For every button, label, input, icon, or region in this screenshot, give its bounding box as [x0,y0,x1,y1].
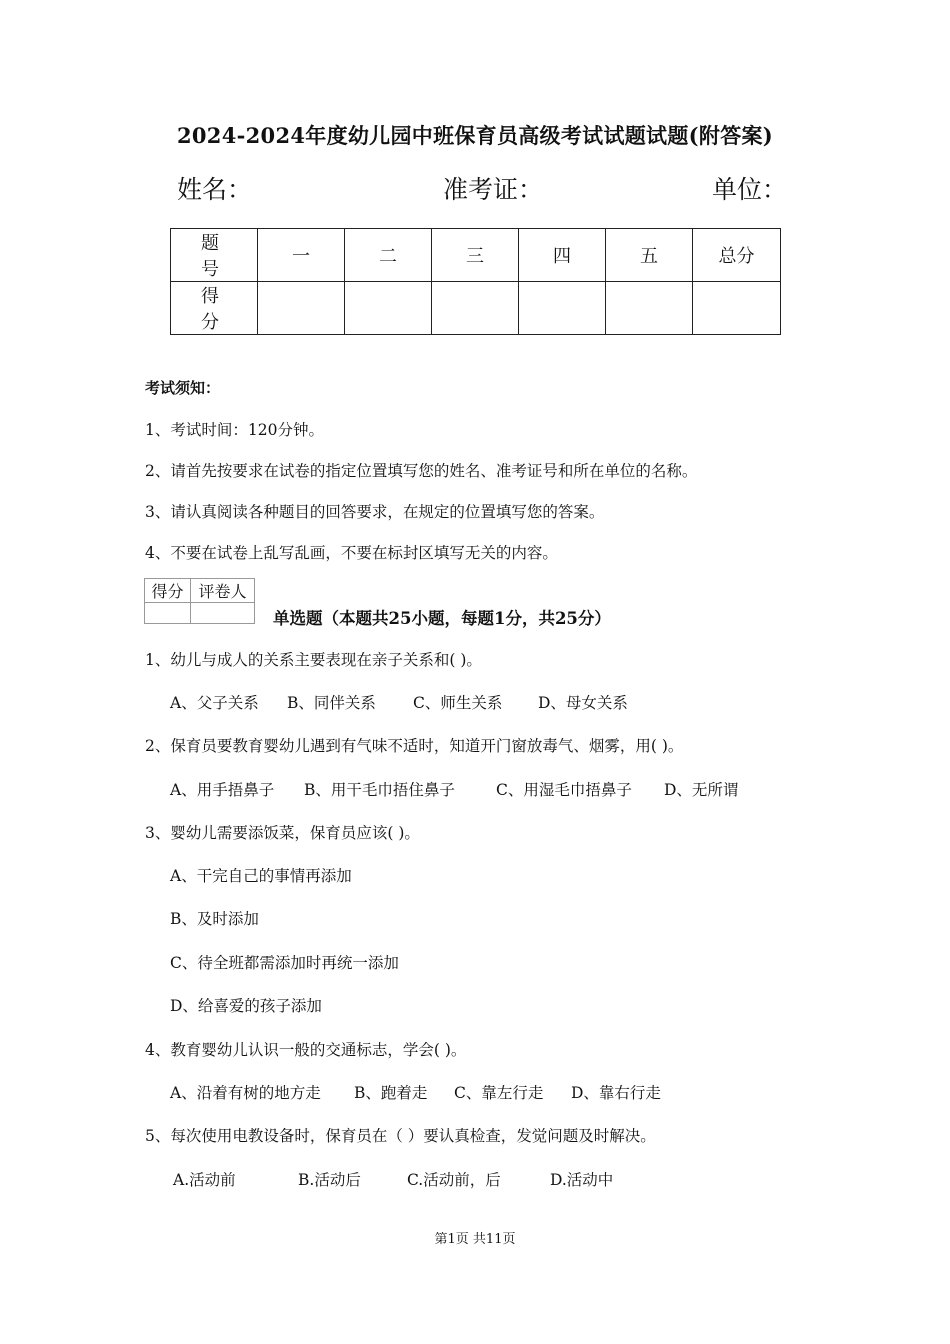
question-option: B、及时添加 [170,910,259,928]
notice-item: 3、请认真阅读各种题目的回答要求，在规定的位置填写您的答案。 [145,503,605,521]
question-option: A.活动前 [173,1171,236,1189]
question-option: B、跑着走 [354,1084,428,1102]
score-table-header-cell: 二 [345,229,432,282]
question-option: C、待全班都需添加时再统一添加 [170,954,399,972]
notice-item: 1、考试时间：120分钟。 [145,421,324,439]
question-option: D、给喜爱的孩子添加 [170,997,322,1015]
score-cell [606,282,693,335]
question-option: A、沿着有树的地方走 [170,1084,321,1102]
grader-score-label: 得分 [145,579,191,603]
question-option: C、用湿毛巾捂鼻子 [496,781,632,799]
question-stem: 5、每次使用电教设备时，保育员在（ ）要认真检查，发觉问题及时解决。 [145,1127,656,1145]
question-option: D、母女关系 [538,694,628,712]
page-footer: 第1页 共11页 [434,1232,516,1247]
question-option: D、无所谓 [664,781,739,799]
score-row-label: 得 分 [171,282,258,335]
question-option: C、靠左行走 [454,1084,544,1102]
score-table-header-cell: 题 号 [171,229,258,282]
question-option: A、父子关系 [170,694,259,712]
question-option: D、靠右行走 [571,1084,661,1102]
name-label: 姓名： [177,175,253,204]
grader-score-cell [145,603,191,624]
notice-item: 4、不要在试卷上乱写乱画，不要在标封区填写无关的内容。 [145,544,558,562]
question-option: C、师生关系 [413,694,503,712]
score-cell [693,282,781,335]
grader-name-cell [191,603,255,624]
question-option: B.活动后 [298,1171,361,1189]
question-stem: 2、保育员要教育婴幼儿遇到有气味不适时，知道开门窗放毒气、烟雾，用( )。 [145,737,684,755]
section-heading: 单选题（本题共25小题，每题1分，共25分） [273,609,611,628]
question-stem: 1、幼儿与成人的关系主要表现在亲子关系和( )。 [145,651,482,669]
grader-name-label: 评卷人 [191,579,255,603]
score-table-header-cell: 四 [519,229,606,282]
score-cell [519,282,606,335]
question-option: C.活动前，后 [407,1171,501,1189]
score-table-header-row [171,229,781,282]
question-option: A、用手捂鼻子 [170,781,275,799]
question-option: D.活动中 [550,1171,614,1189]
notice-heading: 考试须知： [145,379,221,397]
question-stem: 4、教育婴幼儿认识一般的交通标志，学会( )。 [145,1041,467,1059]
score-table-header-cell: 一 [258,229,345,282]
unit-label: 单位： [712,175,788,204]
question-option: B、用干毛巾捂住鼻子 [304,781,455,799]
question-stem: 3、婴幼儿需要添饭菜，保育员应该( )。 [145,824,420,842]
score-table-header-cell: 总分 [693,229,781,282]
question-option: A、干完自己的事情再添加 [170,867,352,885]
notice-item: 2、请首先按要求在试卷的指定位置填写您的姓名、准考证号和所在单位的名称。 [145,462,698,480]
question-option: B、同伴关系 [287,694,376,712]
score-cell [345,282,432,335]
grader-box [144,578,255,624]
ticket-number-label: 准考证： [443,175,544,204]
score-table [170,228,781,335]
score-table-score-row [171,282,781,335]
score-cell [432,282,519,335]
score-table-header-cell: 三 [432,229,519,282]
page-title: 2024-2024年度幼儿园中班保育员高级考试试题试题(附答案) [176,123,774,148]
score-table-header-cell: 五 [606,229,693,282]
score-cell [258,282,345,335]
